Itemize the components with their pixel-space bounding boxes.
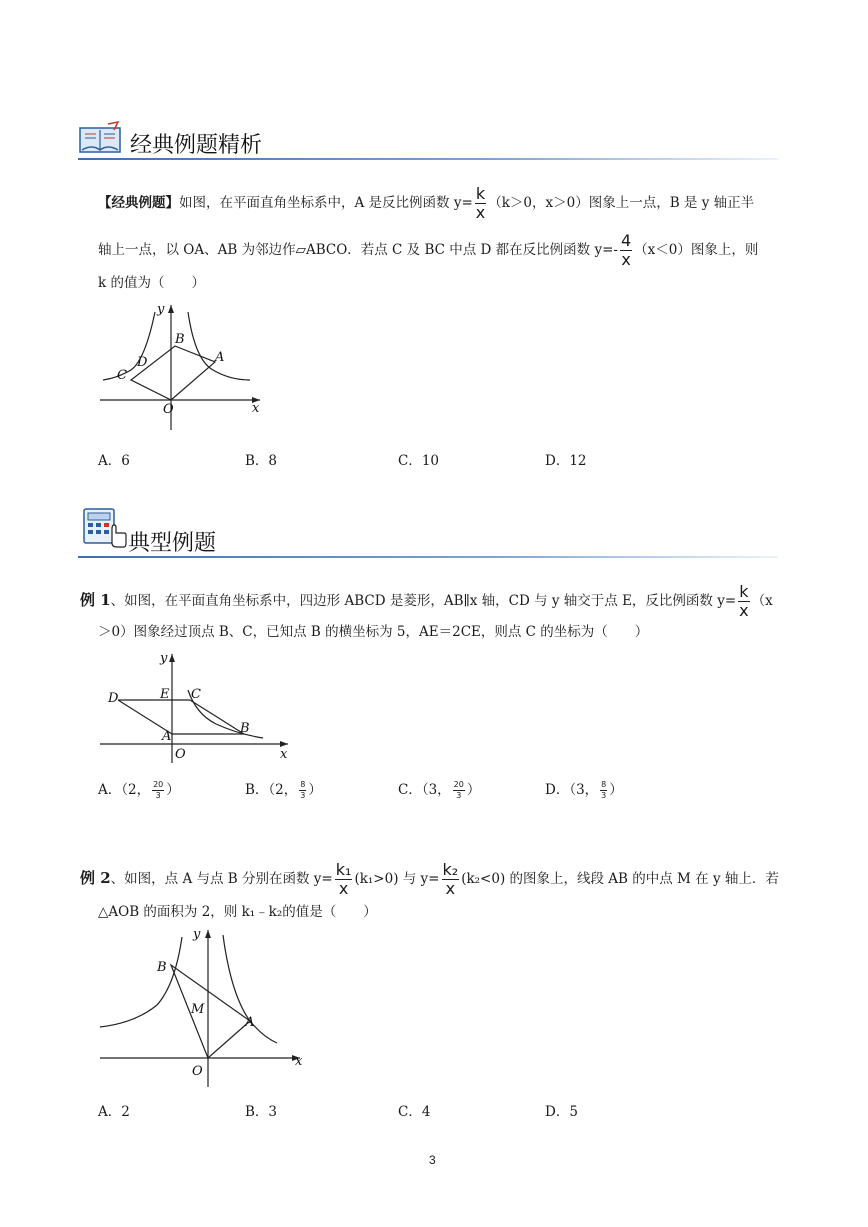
fraction <box>442 861 460 898</box>
label-x: x <box>280 747 288 762</box>
y-axis-arrow <box>169 654 175 662</box>
y-axis-arrow <box>205 930 211 938</box>
example2-tag: 例 2 <box>80 869 111 887</box>
option-c[interactable]: C．4 <box>398 1104 431 1120</box>
text-segment: （x <box>751 593 773 609</box>
label-d: D <box>108 691 119 706</box>
label-a: A <box>215 350 225 365</box>
segment-cb <box>190 700 244 734</box>
denominator: x <box>739 601 749 620</box>
example1-line1 <box>80 583 773 620</box>
fraction <box>152 780 164 801</box>
fraction <box>335 861 353 898</box>
figure-example2 <box>95 925 310 1095</box>
label-o: O <box>192 1064 203 1079</box>
numerator: 8 <box>300 780 306 789</box>
numerator: 8 <box>601 780 607 789</box>
numerator: k₂ <box>442 860 459 879</box>
option-text: ） <box>308 782 322 798</box>
option-a[interactable]: A．6 <box>98 453 130 469</box>
section-title: 经典例题精析 <box>130 133 263 158</box>
fraction <box>475 185 486 222</box>
label-x: x <box>295 1054 303 1069</box>
label-x: x <box>252 401 260 416</box>
option-c[interactable] <box>398 778 480 801</box>
y-axis-arrow <box>168 305 174 313</box>
text-segment: （x＜0）图象上，则 <box>634 242 759 258</box>
label-y: y <box>157 302 165 317</box>
numerator: k₁ <box>335 860 352 879</box>
option-text: A．（2， <box>98 782 151 798</box>
section-divider <box>78 556 778 558</box>
section-divider <box>78 158 778 160</box>
figure-example1 <box>98 648 298 766</box>
example2-line1 <box>80 861 779 898</box>
label-y: y <box>193 927 201 942</box>
classic-example-tag: 【经典例题】 <box>98 195 179 211</box>
numerator: 20 <box>453 780 464 789</box>
triangle-aob <box>171 965 250 1058</box>
option-a[interactable] <box>98 778 180 801</box>
denominator: x <box>621 250 631 269</box>
option-b[interactable]: B．3 <box>245 1104 278 1120</box>
label-c: C <box>191 687 201 702</box>
label-d: D <box>137 355 148 370</box>
option-text: ） <box>166 782 180 798</box>
option-d[interactable] <box>545 778 623 801</box>
label-b: B <box>175 332 185 347</box>
label-m: M <box>191 1002 205 1017</box>
option-d[interactable]: D．12 <box>545 453 587 469</box>
text-segment: (k₂<0) 的图象上，线段 AB 的中点 M 在 y 轴上．若 <box>461 871 779 887</box>
option-a[interactable]: A．2 <box>98 1104 130 1120</box>
option-d[interactable]: D．5 <box>545 1104 578 1120</box>
fraction <box>738 583 749 620</box>
classic-example-line2 <box>98 232 758 269</box>
calculator-icon <box>82 507 128 549</box>
fraction <box>600 780 607 801</box>
numerator: 4 <box>620 231 632 250</box>
option-text: D．（3， <box>545 782 599 798</box>
section-title: 典型例题 <box>128 531 217 556</box>
label-b: B <box>240 721 250 736</box>
text-segment: (k₁>0) 与 y= <box>354 871 440 887</box>
text-segment: 、如图，点 A 与点 B 分别在函数 y= <box>110 871 333 887</box>
option-b[interactable]: B．8 <box>245 453 278 469</box>
example1-line2: ＞0）图象经过顶点 B、C，已知点 B 的横坐标为 5，AE＝2CE，则点 C 的坐标为（ ） <box>98 624 649 640</box>
example2-line2: △AOB 的面积为 2，则 k₁﹣k₂的值是（ ） <box>98 904 377 920</box>
label-a: A <box>245 1015 255 1030</box>
option-b[interactable] <box>245 778 322 801</box>
label-o: O <box>175 747 186 762</box>
option-text: C．（3， <box>398 782 451 798</box>
figure-classic <box>95 300 275 440</box>
example1-tag: 例 1 <box>80 591 111 609</box>
label-o: O <box>163 402 174 417</box>
book-icon <box>78 120 124 156</box>
fraction <box>299 780 306 801</box>
option-c[interactable]: C．10 <box>398 453 440 469</box>
classic-example-line3: k 的值为（ ） <box>98 275 205 291</box>
label-c: C <box>117 368 127 383</box>
denominator: x <box>442 879 460 898</box>
denominator: x <box>335 879 353 898</box>
denominator: 3 <box>601 791 607 800</box>
text-segment: 如图，在平面直角坐标系中，A 是反比例函数 y= <box>179 195 473 211</box>
denominator: x <box>475 203 486 222</box>
text-segment: 、如图，在平面直角坐标系中，四边形 ABCD 是菱形，AB∥x 轴，CD 与 y 轴交于点 E，反比例函数 y= <box>110 593 737 609</box>
denominator: 3 <box>300 791 306 800</box>
page-number: 3 <box>429 1153 436 1167</box>
label-e: E <box>160 687 170 702</box>
fraction <box>453 780 465 801</box>
curve-k2 <box>100 937 182 1027</box>
option-text: B．（2， <box>245 782 298 798</box>
curve-first-quadrant <box>188 312 250 380</box>
label-y: y <box>160 651 168 666</box>
classic-example-line1 <box>98 185 754 222</box>
label-b: B <box>157 960 167 975</box>
text-segment: 轴上一点，以 OA、AB 为邻边作▱ABCO．若点 C 及 BC 中点 D 都在反比例函数 y=- <box>98 242 618 258</box>
option-text: ） <box>609 782 623 798</box>
denominator: 3 <box>152 790 164 801</box>
numerator: k <box>475 184 486 203</box>
denominator: 3 <box>453 790 465 801</box>
label-a: A <box>162 729 172 744</box>
option-text: ） <box>466 782 481 798</box>
fraction <box>620 232 632 269</box>
numerator: 20 <box>153 780 164 789</box>
text-segment: （k＞0，x＞0）图象上一点，B 是 y 轴正半 <box>488 195 755 211</box>
numerator: k <box>739 582 749 601</box>
